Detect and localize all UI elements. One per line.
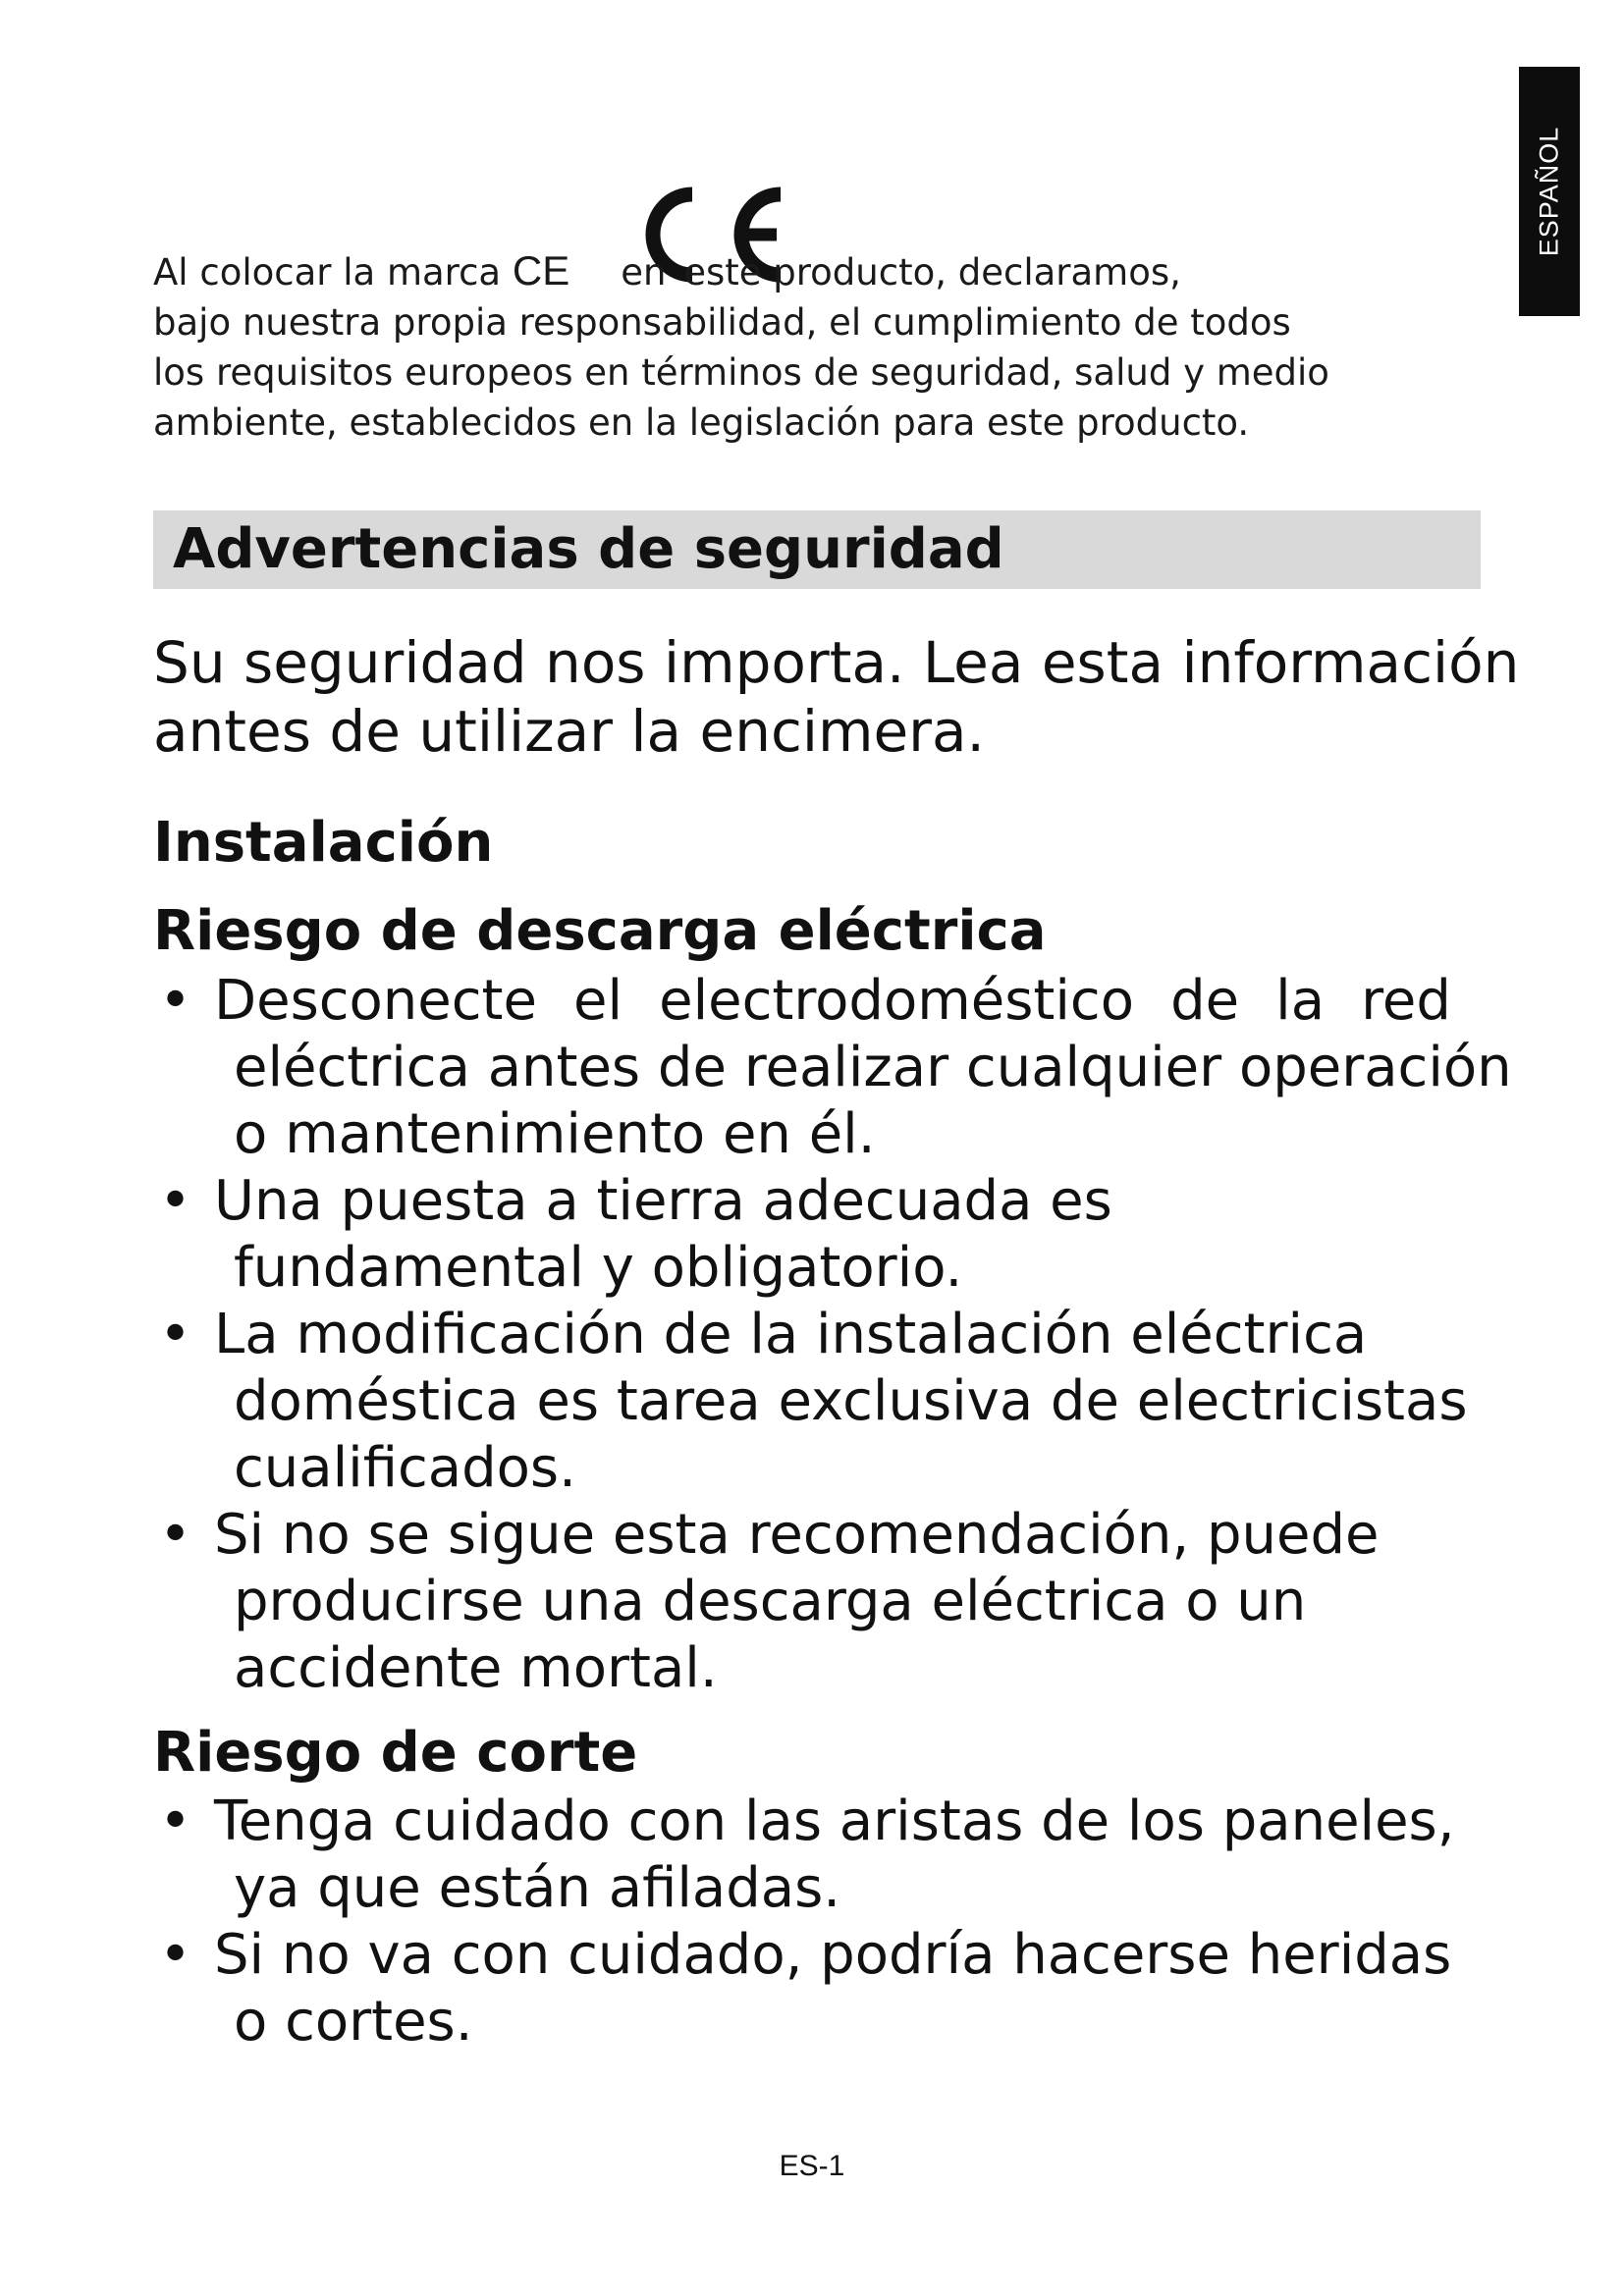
intro-line1: Su seguridad nos importa. Lea esta información	[153, 629, 1520, 696]
bullet-icon: •	[159, 1789, 192, 1853]
list-item-first-line	[214, 968, 1451, 1035]
list-item-line: o cortes.	[234, 1990, 473, 2054]
bullet-icon: •	[159, 1923, 192, 1987]
shock-risk-list	[153, 968, 1528, 1702]
list-item-first-line: Una puesta a tierra adecuada es	[214, 1169, 1112, 1233]
list-item	[153, 968, 1528, 1168]
intro-text	[153, 628, 1547, 766]
list-item	[153, 1168, 1528, 1302]
list-item-first-line: La modificación de la instalación eléctrica	[214, 1303, 1368, 1366]
section-heading-bar	[153, 510, 1481, 589]
list-item-line: doméstica es tarea exclusiva de electricistas	[234, 1369, 1468, 1433]
list-item	[153, 1789, 1528, 1922]
word: electrodoméstico	[659, 969, 1134, 1033]
word: Desconecte	[214, 969, 537, 1033]
list-item-first-line: Tenga cuidado con las aristas de los paneles,	[214, 1789, 1455, 1853]
list-item-line: ya que están afiladas.	[234, 1856, 841, 1920]
list-item-line: fundamental y obligatorio.	[234, 1236, 963, 1300]
language-tab-label: ESPAÑOL	[1534, 126, 1564, 257]
language-tab	[1519, 67, 1580, 316]
declaration-line1-on: en	[621, 251, 667, 294]
ce-text: CE	[512, 247, 570, 294]
list-item	[153, 1502, 1528, 1702]
list-item-line: o mantenimiento en él.	[234, 1102, 876, 1166]
list-item	[153, 1302, 1528, 1502]
cut-risk-list	[153, 1789, 1528, 2056]
intro-line2: antes de utilizar la encimera.	[153, 698, 985, 765]
list-item-first-line: Si no se sigue esta recomendación, puede	[214, 1503, 1380, 1567]
list-item-line: producirse una descarga eléctrica o un	[234, 1570, 1307, 1633]
list-item-line: cualificados.	[234, 1436, 576, 1500]
section-title: Advertencias de seguridad	[173, 517, 1004, 581]
declaration-line3: los requisitos europeos en términos de seguridad, salud y medio	[153, 351, 1329, 394]
word: el	[573, 969, 623, 1033]
list-item-line: eléctrica antes de realizar cualquier operación	[234, 1036, 1512, 1099]
declaration-line1-start: Al colocar la marca	[153, 251, 502, 294]
word: red	[1361, 969, 1451, 1033]
list-item-first-line: Si no va con cuidado, podría hacerse heridas	[214, 1923, 1452, 1987]
bullet-icon: •	[159, 1303, 192, 1366]
installation-heading: Instalación	[153, 811, 494, 875]
cut-risk-heading: Riesgo de corte	[153, 1721, 638, 1785]
word: de	[1170, 969, 1240, 1033]
declaration-line1-end: este producto, declaramos,	[683, 251, 1181, 294]
page-number: ES-1	[779, 2150, 845, 2182]
list-item-line: accidente mortal.	[234, 1636, 718, 1700]
list-item	[153, 1922, 1528, 2056]
declaration-line2: bajo nuestra propia responsabilidad, el cumplimiento de todos	[153, 301, 1291, 344]
word: la	[1275, 969, 1326, 1033]
bullet-icon: •	[159, 969, 192, 1033]
bullet-icon: •	[159, 1169, 192, 1233]
declaration-line4: ambiente, establecidos en la legislación para este producto.	[153, 401, 1250, 444]
ce-declaration	[153, 245, 1489, 448]
shock-risk-heading: Riesgo de descarga eléctrica	[153, 899, 1047, 963]
bullet-icon: •	[159, 1503, 192, 1567]
